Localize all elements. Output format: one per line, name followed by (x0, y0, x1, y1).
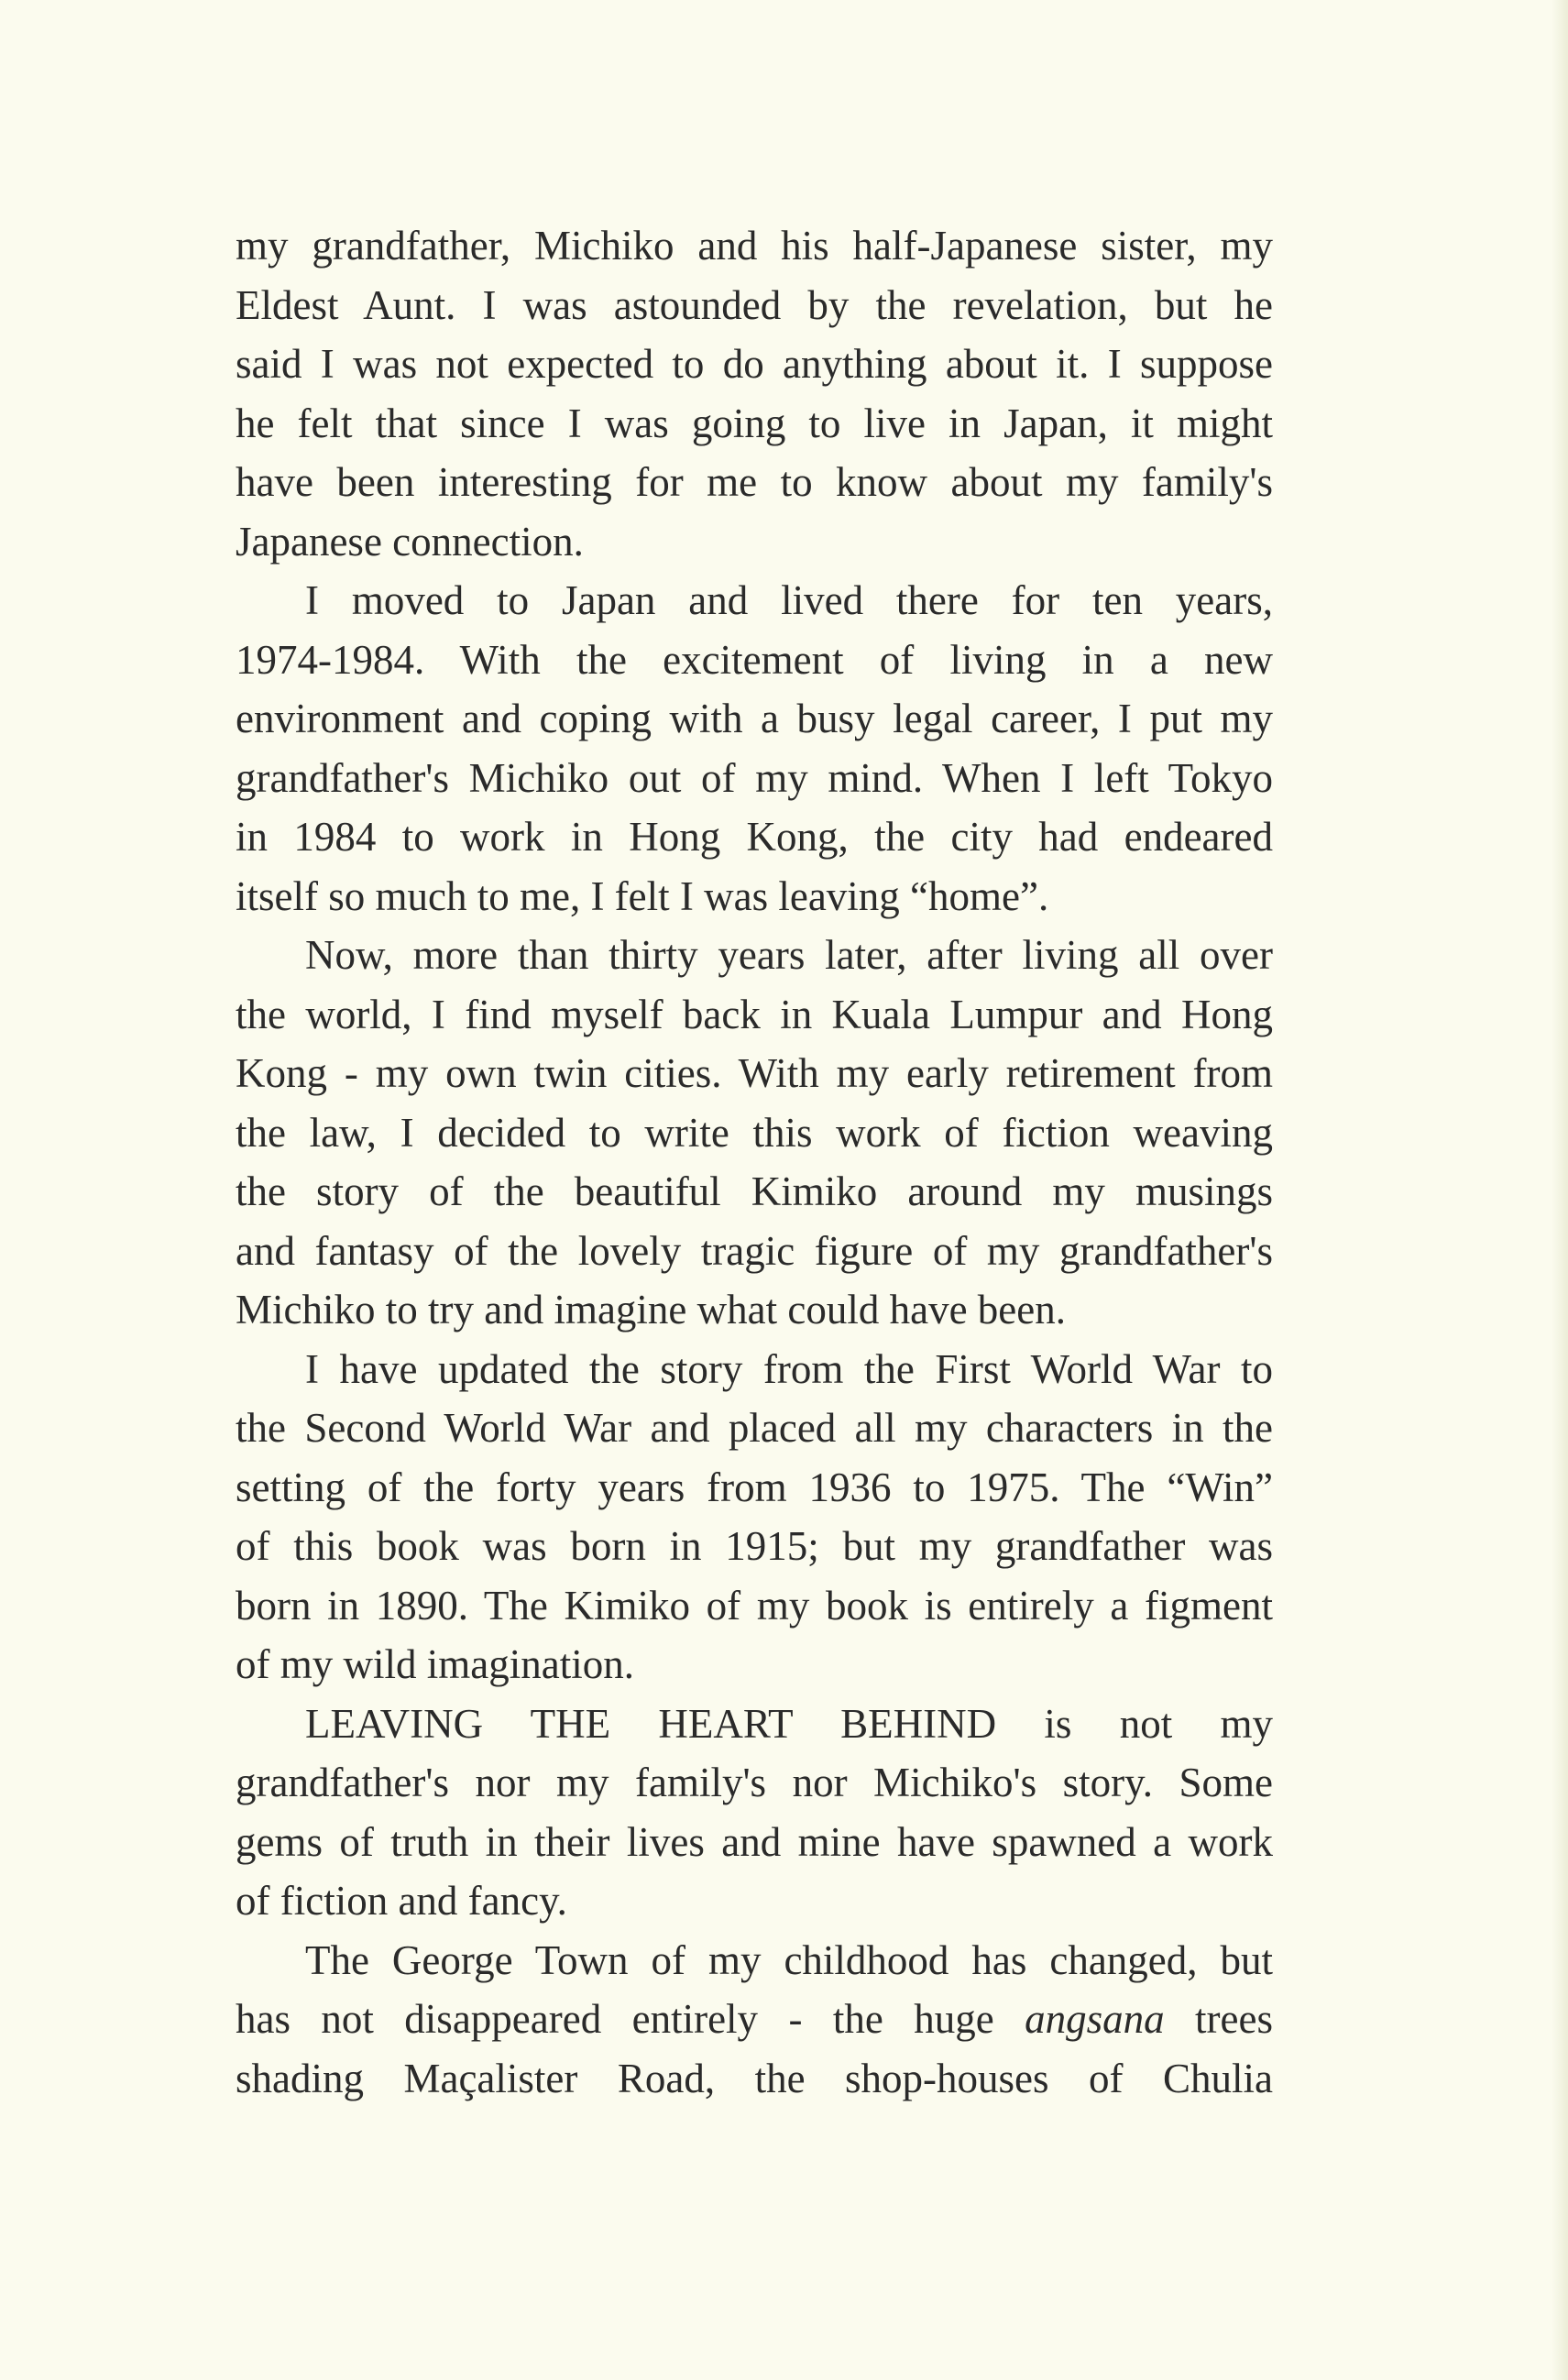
paragraph-4 (236, 1340, 1273, 1695)
text-line: grandfather's nor my family's nor Michiko's story. Some (236, 1760, 1273, 1805)
text-line: setting of the forty years from 1936 to 1975. The “Win” (236, 1464, 1273, 1510)
text-segment: The George Town of my childhood has changed, but (305, 1936, 1273, 1983)
text-line: born in 1890. The Kimiko of my book is entirely a figment (236, 1582, 1273, 1629)
text-line: Michiko to try and imagine what could have been. (236, 1287, 1066, 1333)
text-line: environment and coping with a busy legal career, I put my (236, 696, 1273, 741)
text-line (236, 2049, 1273, 2109)
paragraph-1 (236, 216, 1273, 571)
text-line: the story of the beautiful Kimiko around my musings (236, 1168, 1273, 1214)
text-line: LEAVING THE HEART BEHIND is not my (305, 1700, 1273, 1747)
paragraph-3 (236, 926, 1273, 1340)
text-line: itself so much to me, I felt I was leaving “home”. (236, 872, 1049, 919)
text-line: the world, I find myself back in Kuala Lumpur and Hong (236, 991, 1273, 1037)
paragraph-5 (236, 1695, 1273, 1931)
text-line: 1974-1984. With the excitement of living in a new (236, 636, 1273, 683)
body-text (236, 216, 1273, 2108)
text-line: Eldest Aunt. I was astounded by the revelation, but he (236, 281, 1273, 328)
italic-term: angsana (1025, 1996, 1165, 2042)
text-line (236, 1990, 1273, 2049)
text-line: Japanese connection. (236, 518, 584, 565)
text-line: my grandfather, Michiko and his half-Japanese sister, my (236, 223, 1273, 269)
text-segment: has not disappeared entirely - the huge (236, 1996, 1025, 2042)
text-segment: trees (1164, 1996, 1273, 2042)
text-line: said I was not expected to do anything about it. I suppose (236, 341, 1273, 387)
text-line: Kong - my own twin cities. With my early retirement from (236, 1050, 1273, 1096)
text-line: he felt that since I was going to live in Japan, it might (236, 400, 1273, 446)
paragraph-2 (236, 571, 1273, 926)
paragraph-6 (236, 1931, 1273, 2109)
text-line: of my wild imagination. (236, 1641, 634, 1687)
text-line: grandfather's Michiko out of my mind. When I left Tokyo (236, 754, 1273, 801)
text-line: of fiction and fancy. (236, 1878, 567, 1924)
text-line: I moved to Japan and lived there for ten years, (305, 577, 1273, 623)
text-line: Now, more than thirty years later, after living all over (305, 932, 1273, 978)
text-line (236, 1931, 1273, 1991)
text-line: I have updated the story from the First World War to (305, 1345, 1273, 1392)
text-line: have been interesting for me to know about my family's (236, 459, 1273, 505)
text-line: and fantasy of the lovely tragic figure of my grandfather's (236, 1227, 1273, 1274)
text-line: the law, I decided to write this work of fiction weaving (236, 1109, 1273, 1156)
text-segment: shading Maçalister Road, the shop-houses of Chulia (236, 2055, 1273, 2101)
text-line: the Second World War and placed all my characters in the (236, 1405, 1273, 1451)
page-edge-shadow (1552, 0, 1568, 2380)
text-line: gems of truth in their lives and mine have spawned a work (236, 1818, 1273, 1865)
text-line: of this book was born in 1915; but my grandfather was (236, 1523, 1273, 1569)
text-line: in 1984 to work in Hong Kong, the city had endeared (236, 814, 1273, 860)
